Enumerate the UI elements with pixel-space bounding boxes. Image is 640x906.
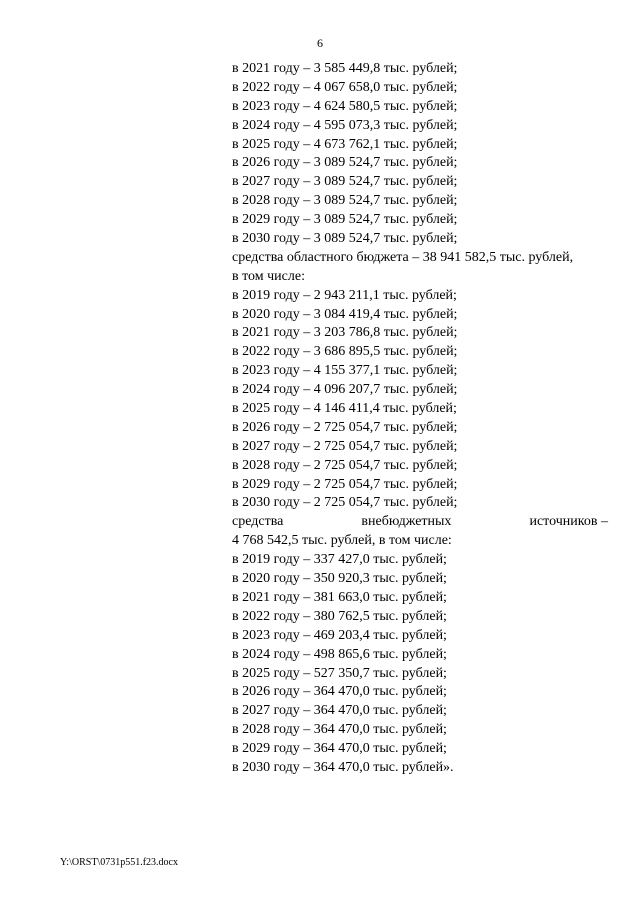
text-line: в 2028 году – 2 725 054,7 тыс. рублей; <box>232 457 458 473</box>
text-line: в 2027 году – 3 089 524,7 тыс. рублей; <box>232 174 458 190</box>
text-line: в 2020 году – 350 920,3 тыс. рублей; <box>232 571 447 587</box>
text-line: в 2026 году – 3 089 524,7 тыс. рублей; <box>232 155 458 171</box>
extrabudget-heading-line <box>232 513 608 532</box>
text-line: в 2030 году – 364 470,0 тыс. рублей». <box>232 759 454 775</box>
text-line: в 2025 году – 4 673 762,1 тыс. рублей; <box>232 136 458 152</box>
text-line: в 2027 году – 2 725 054,7 тыс. рублей; <box>232 438 458 454</box>
text-line: в 2023 году – 4 624 580,5 тыс. рублей; <box>232 98 458 114</box>
text-line: в 2024 году – 4 096 207,7 тыс. рублей; <box>232 382 458 398</box>
text-line: в 2022 году – 3 686 895,5 тыс. рублей; <box>232 344 458 360</box>
text-line: в 2024 году – 498 865,6 тыс. рублей; <box>232 646 447 662</box>
text-line: в 2028 году – 364 470,0 тыс. рублей; <box>232 722 447 738</box>
text-line: в 2026 году – 2 725 054,7 тыс. рублей; <box>232 419 458 435</box>
text-line: в 2026 году – 364 470,0 тыс. рублей; <box>232 684 447 700</box>
text-line: в 2020 году – 3 084 419,4 тыс. рублей; <box>232 306 458 322</box>
extrabudget-word-2: внебюджетных <box>361 514 452 530</box>
text-line: в 2022 году – 4 067 658,0 тыс. рублей; <box>232 79 458 95</box>
file-path-footer: Y:\ORST\0731p551.f23.docx <box>60 857 178 868</box>
document-body <box>232 60 608 778</box>
text-line: в 2027 году – 364 470,0 тыс. рублей; <box>232 703 447 719</box>
text-line: в 2029 году – 2 725 054,7 тыс. рублей; <box>232 476 458 492</box>
text-line: в 2030 году – 2 725 054,7 тыс. рублей; <box>232 495 458 511</box>
extrabudget-continuation: 4 768 542,5 тыс. рублей, в том числе: <box>232 533 452 549</box>
text-line: в 2021 году – 381 663,0 тыс. рублей; <box>232 589 447 605</box>
funding-block-extrabudget <box>232 551 608 778</box>
text-line: в 2024 году – 4 595 073,3 тыс. рублей; <box>232 117 458 133</box>
extrabudget-word-1: средства <box>232 514 284 530</box>
funding-block-main <box>232 60 608 513</box>
text-line: в 2030 году – 3 089 524,7 тыс. рублей; <box>232 231 458 247</box>
text-line: в 2023 году – 469 203,4 тыс. рублей; <box>232 627 447 643</box>
text-line: в 2029 году – 3 089 524,7 тыс. рублей; <box>232 212 458 228</box>
text-line: в 2028 году – 3 089 524,7 тыс. рублей; <box>232 193 458 209</box>
text-line: в 2025 году – 527 350,7 тыс. рублей; <box>232 665 447 681</box>
text-line: в 2022 году – 380 762,5 тыс. рублей; <box>232 608 447 624</box>
page-number: 6 <box>317 36 323 50</box>
text-line: в 2019 году – 337 427,0 тыс. рублей; <box>232 552 447 568</box>
text-line: в 2021 году – 3 203 786,8 тыс. рублей; <box>232 325 458 341</box>
extrabudget-word-3: источников – <box>529 514 608 530</box>
text-line: в том числе: <box>232 268 305 284</box>
text-line: в 2021 году – 3 585 449,8 тыс. рублей; <box>232 61 458 76</box>
text-line: в 2019 году – 2 943 211,1 тыс. рублей; <box>232 287 457 303</box>
text-line: в 2025 году – 4 146 411,4 тыс. рублей; <box>232 401 457 417</box>
text-line: в 2023 году – 4 155 377,1 тыс. рублей; <box>232 363 458 379</box>
text-line: средства областного бюджета – 38 941 582,5 тыс. рублей, <box>232 249 574 265</box>
text-line: в 2029 году – 364 470,0 тыс. рублей; <box>232 741 447 757</box>
